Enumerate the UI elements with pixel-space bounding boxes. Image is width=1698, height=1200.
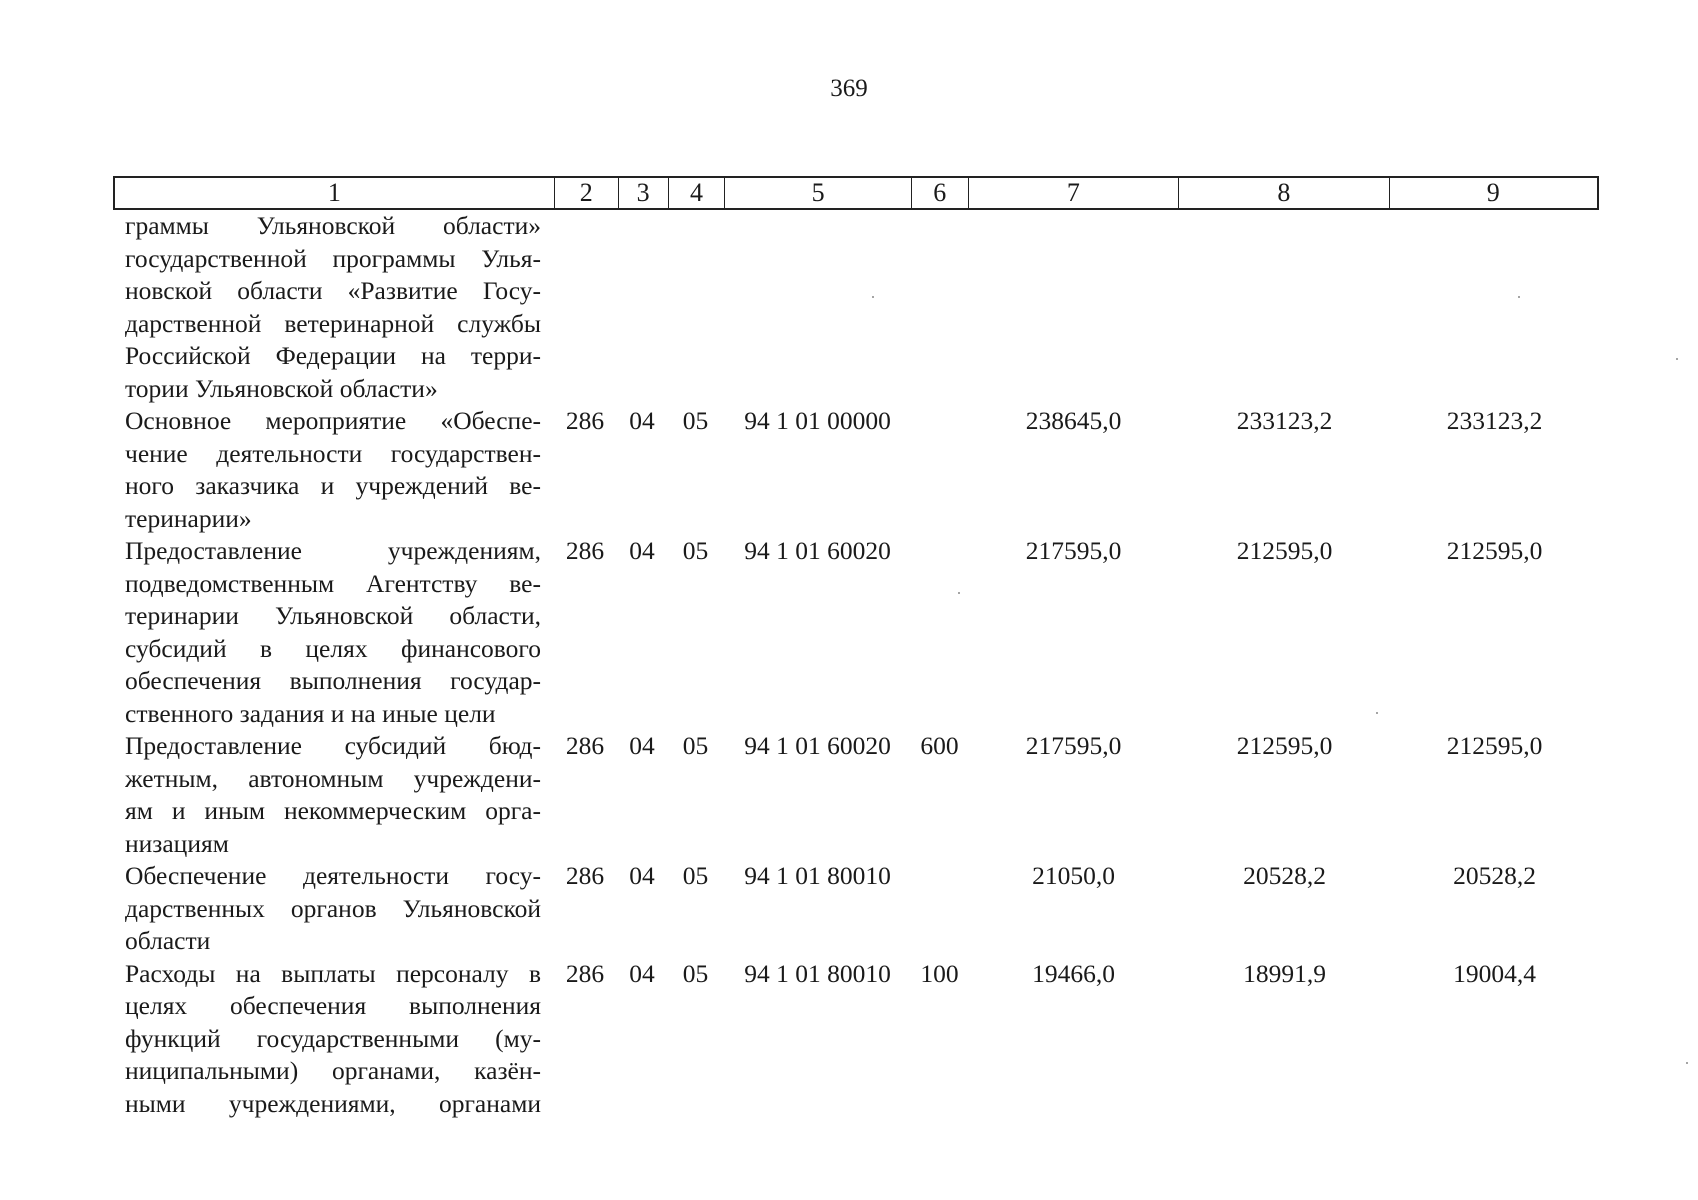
scan-speck <box>872 296 874 298</box>
table-row <box>113 958 1599 1121</box>
description-line: целях обеспечения выполнения <box>125 991 541 1020</box>
cell-amount-col9: 212595,0 <box>1446 731 1543 760</box>
table-header-cell: 2 <box>554 178 618 208</box>
table-row <box>113 405 1599 535</box>
row-description <box>113 958 553 1121</box>
row-description <box>113 405 553 535</box>
table-header-row <box>113 176 1599 210</box>
table-header-cell: 5 <box>724 178 911 208</box>
cell-amount-col7: 21050,0 <box>1032 861 1115 890</box>
row-description <box>113 535 553 730</box>
description-line: ственного задания и на иные цели <box>125 698 496 728</box>
description-line: новской области «Развитие Госу- <box>125 276 541 305</box>
description-line: Расходы на выплаты персоналу в <box>125 958 541 988</box>
description-line: субсидий в целях финансового <box>125 633 541 663</box>
table-header-cell: 7 <box>968 178 1178 208</box>
cell-amount-col9: 233123,2 <box>1446 406 1543 435</box>
cell-ministry-code: 286 <box>565 536 605 565</box>
description-line: ниципальными) органами, казён- <box>125 1056 541 1085</box>
description-line: Предоставление учреждениям, <box>125 536 541 565</box>
cell-amount-col9: 212595,0 <box>1446 536 1543 565</box>
description-line: ям и иным некоммерческим орга- <box>125 796 541 825</box>
cell-target-article: 94 1 01 00000 <box>744 406 891 435</box>
description-line: Основное мероприятие «Обеспе- <box>125 406 541 435</box>
table-body <box>113 210 1599 1120</box>
cell-section: 04 <box>629 861 655 890</box>
page-number: 369 <box>830 75 868 102</box>
description-line: подведомственным Агентству ве- <box>125 568 541 598</box>
cell-ministry-code: 286 <box>565 406 605 435</box>
cell-amount-col7: 217595,0 <box>1025 536 1122 565</box>
description-line: теринарии Ульяновской области, <box>125 601 541 630</box>
table-row <box>113 730 1599 860</box>
cell-target-article: 94 1 01 80010 <box>744 861 891 890</box>
cell-expense-type: 100 <box>920 958 959 988</box>
cell-section: 04 <box>629 406 655 435</box>
row-description <box>113 730 553 860</box>
cell-subsection: 05 <box>682 731 709 760</box>
cell-subsection: 05 <box>682 958 709 988</box>
description-line: дарственной ветеринарной службы <box>125 308 541 338</box>
cell-amount-col7: 19466,0 <box>1032 958 1115 988</box>
description-line: граммы Ульяновской области» <box>125 211 541 240</box>
description-line: ными учреждениями, органами <box>125 1088 541 1118</box>
table-header-cell: 4 <box>668 178 725 208</box>
scan-speck <box>958 592 960 594</box>
cell-target-article: 94 1 01 60020 <box>744 536 891 565</box>
row-description <box>113 210 553 405</box>
cell-amount-col9: 19004,4 <box>1453 958 1536 988</box>
cell-amount-col9: 20528,2 <box>1453 861 1536 890</box>
scan-speck <box>1518 296 1520 298</box>
cell-subsection: 05 <box>682 536 709 565</box>
cell-amount-col8: 233123,2 <box>1236 406 1333 435</box>
description-line: функций государственными (му- <box>125 1023 541 1053</box>
cell-subsection: 05 <box>682 406 709 435</box>
table-row <box>113 860 1599 958</box>
table-header-cell: 3 <box>618 178 668 208</box>
scan-speck <box>1376 712 1378 714</box>
cell-ministry-code: 286 <box>565 731 605 760</box>
description-line: низациям <box>125 828 229 858</box>
description-line: дарственных органов Ульяновской <box>125 893 541 923</box>
cell-section: 04 <box>629 958 655 988</box>
cell-section: 04 <box>629 731 655 760</box>
cell-amount-col8: 18991,9 <box>1243 958 1326 988</box>
table-header-cell: 9 <box>1389 178 1597 208</box>
cell-target-article: 94 1 01 80010 <box>744 958 891 988</box>
description-line: Предоставление субсидий бюд- <box>125 731 541 760</box>
cell-amount-col7: 238645,0 <box>1025 406 1122 435</box>
table-row <box>113 210 1599 405</box>
table-header-cell: 1 <box>327 178 341 207</box>
cell-ministry-code: 286 <box>565 861 605 890</box>
cell-subsection: 05 <box>682 861 709 890</box>
cell-ministry-code: 286 <box>565 958 605 988</box>
row-description <box>113 860 553 958</box>
cell-section: 04 <box>629 536 655 565</box>
description-line: обеспечения выполнения государ- <box>125 666 541 695</box>
description-line: Обеспечение деятельности госу- <box>125 861 541 890</box>
cell-expense-type: 600 <box>920 731 959 760</box>
description-line: ного заказчика и учреждений ве- <box>125 471 541 500</box>
description-line: тории Ульяновской области» <box>125 373 438 403</box>
cell-target-article: 94 1 01 60020 <box>744 731 891 760</box>
cell-amount-col8: 212595,0 <box>1236 536 1333 565</box>
cell-amount-col8: 212595,0 <box>1236 731 1333 760</box>
description-line: теринарии» <box>125 503 252 533</box>
scan-speck <box>1686 1062 1688 1064</box>
description-line: государственной программы Улья- <box>125 243 541 273</box>
table-header-cell: 6 <box>911 178 968 208</box>
cell-amount-col8: 20528,2 <box>1243 861 1326 890</box>
scan-speck <box>1676 358 1678 360</box>
description-line: чение деятельности государствен- <box>125 438 541 468</box>
description-line: жетным, автономным учреждени- <box>125 763 541 793</box>
table-header-cell: 8 <box>1178 178 1388 208</box>
description-line: Российской Федерации на терри- <box>125 341 541 370</box>
table-row <box>113 535 1599 730</box>
cell-amount-col7: 217595,0 <box>1025 731 1122 760</box>
description-line: области <box>125 926 211 955</box>
